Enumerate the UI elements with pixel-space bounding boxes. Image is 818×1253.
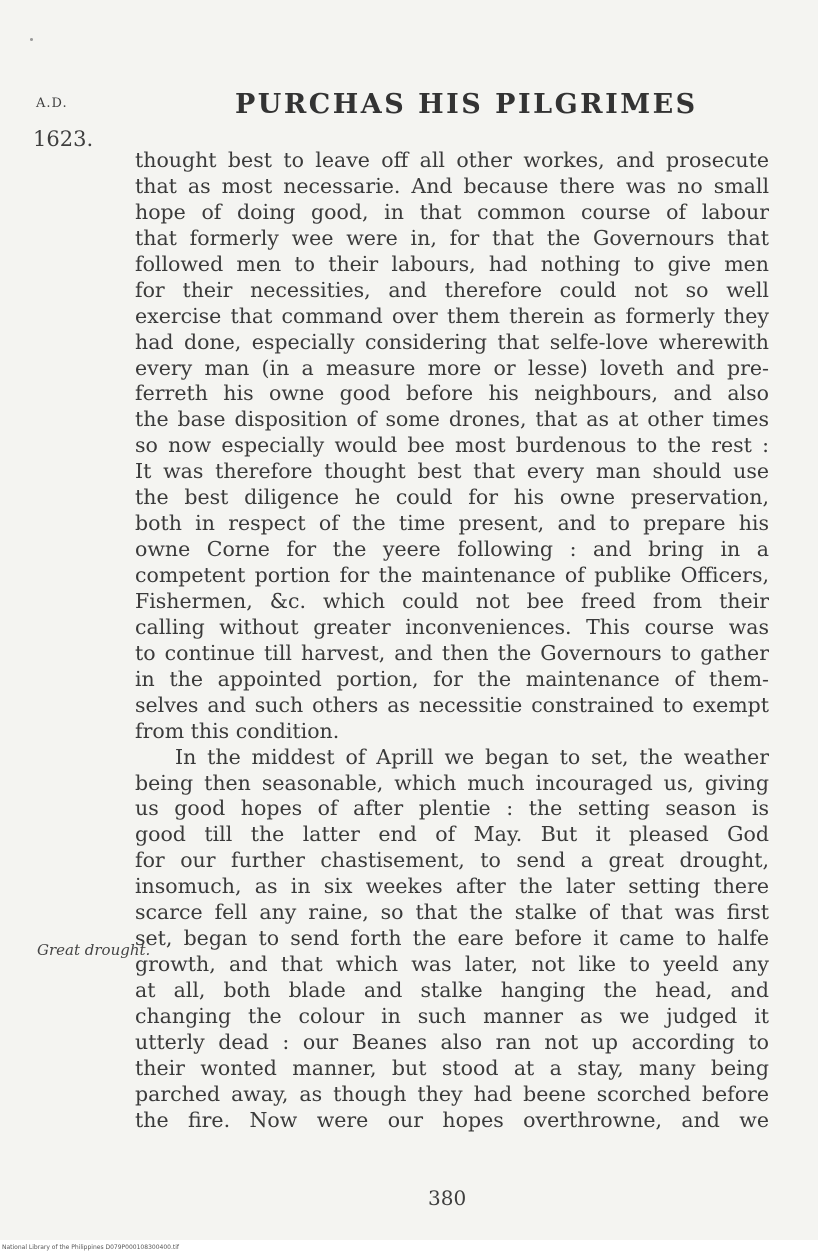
text-line: us good hopes of after plentie : the setting season is: [135, 796, 769, 821]
text-line: for their necessities, and therefore could not so well: [135, 277, 769, 302]
text-line: followed men to their labours, had nothing to give men: [135, 251, 769, 276]
text-line: for our further chastisement, to send a great drought,: [135, 848, 769, 873]
text-line: changing the colour in such manner as we judged it: [135, 1003, 769, 1028]
text-line: In the middest of Aprill we began to set, the weather: [175, 744, 769, 769]
text-line: the fire. Now were our hopes overthrowne, and we: [135, 1107, 769, 1132]
text-line: both in respect of the time present, and to prepare his: [135, 511, 769, 536]
text-line: at all, both blade and stalke hanging the head, and: [135, 978, 769, 1002]
margin-anno-domini: A.D.: [36, 96, 68, 111]
text-line: hope of doing good, in that common course of labour: [135, 199, 769, 224]
text-line: good till the latter end of May. But it pleased God: [135, 822, 769, 847]
text-line: thought best to leave off all other workes, and prosecute: [135, 148, 769, 172]
running-title: PURCHAS HIS PILGRIMES: [235, 89, 698, 120]
text-line: insomuch, as in six weekes after the later setting there: [135, 874, 769, 899]
text-line: every man (in a measure more or lesse) loveth and pre-: [135, 355, 769, 380]
text-line: scarce fell any raine, so that the stalke of that was first: [135, 900, 769, 925]
page-number: 380: [428, 1186, 467, 1210]
text-line: exercise that command over them therein as formerly they: [135, 303, 769, 328]
footer-credit: National Library of the Philippines D079P000108300400.tif: [2, 1244, 180, 1251]
text-line: growth, and that which was later, not like to yeeld any: [135, 952, 769, 977]
ink-speck: [30, 38, 33, 41]
text-line: utterly dead : our Beanes also ran not up according to: [135, 1029, 769, 1054]
text-line: had done, especially considering that selfe-love wherewith: [135, 329, 769, 354]
text-line: the base disposition of some drones, that as at other times: [135, 407, 769, 432]
text-line: their wonted manner, but stood at a stay, many being: [135, 1055, 769, 1080]
text-line: that as most necessarie. And because there was no small: [135, 173, 769, 198]
text-line: selves and such others as necessitie constrained to exempt: [135, 692, 769, 717]
margin-sidenote: Great drought.: [37, 941, 151, 959]
text-line: competent portion for the maintenance of publike Officers,: [135, 563, 769, 587]
text-line: Fishermen, &c. which could not bee freed from their: [135, 588, 769, 613]
text-line: the best diligence he could for his owne preservation,: [135, 485, 769, 510]
margin-year: 1623.: [33, 127, 94, 151]
text-line: so now especially would bee most burdenous to the rest :: [135, 433, 769, 458]
text-line: set, began to send forth the eare before it came to halfe: [135, 926, 769, 951]
text-line: It was therefore thought best that every man should use: [135, 459, 769, 484]
text-line: that formerly wee were in, for that the Governours that: [135, 225, 769, 250]
text-line: to continue till harvest, and then the Governours to gather: [135, 640, 769, 665]
text-line: from this condition.: [135, 718, 340, 743]
text-line: being then seasonable, which much incouraged us, giving: [135, 770, 769, 795]
text-line: parched away, as though they had beene scorched before: [135, 1081, 769, 1106]
text-line: calling without greater inconveniences. This course was: [135, 614, 769, 639]
text-line: in the appointed portion, for the maintenance of them-: [135, 666, 769, 691]
body-text: [135, 148, 769, 1134]
text-line: ferreth his owne good before his neighbours, and also: [135, 381, 769, 406]
text-line: owne Corne for the yeere following : and bring in a: [135, 537, 769, 562]
